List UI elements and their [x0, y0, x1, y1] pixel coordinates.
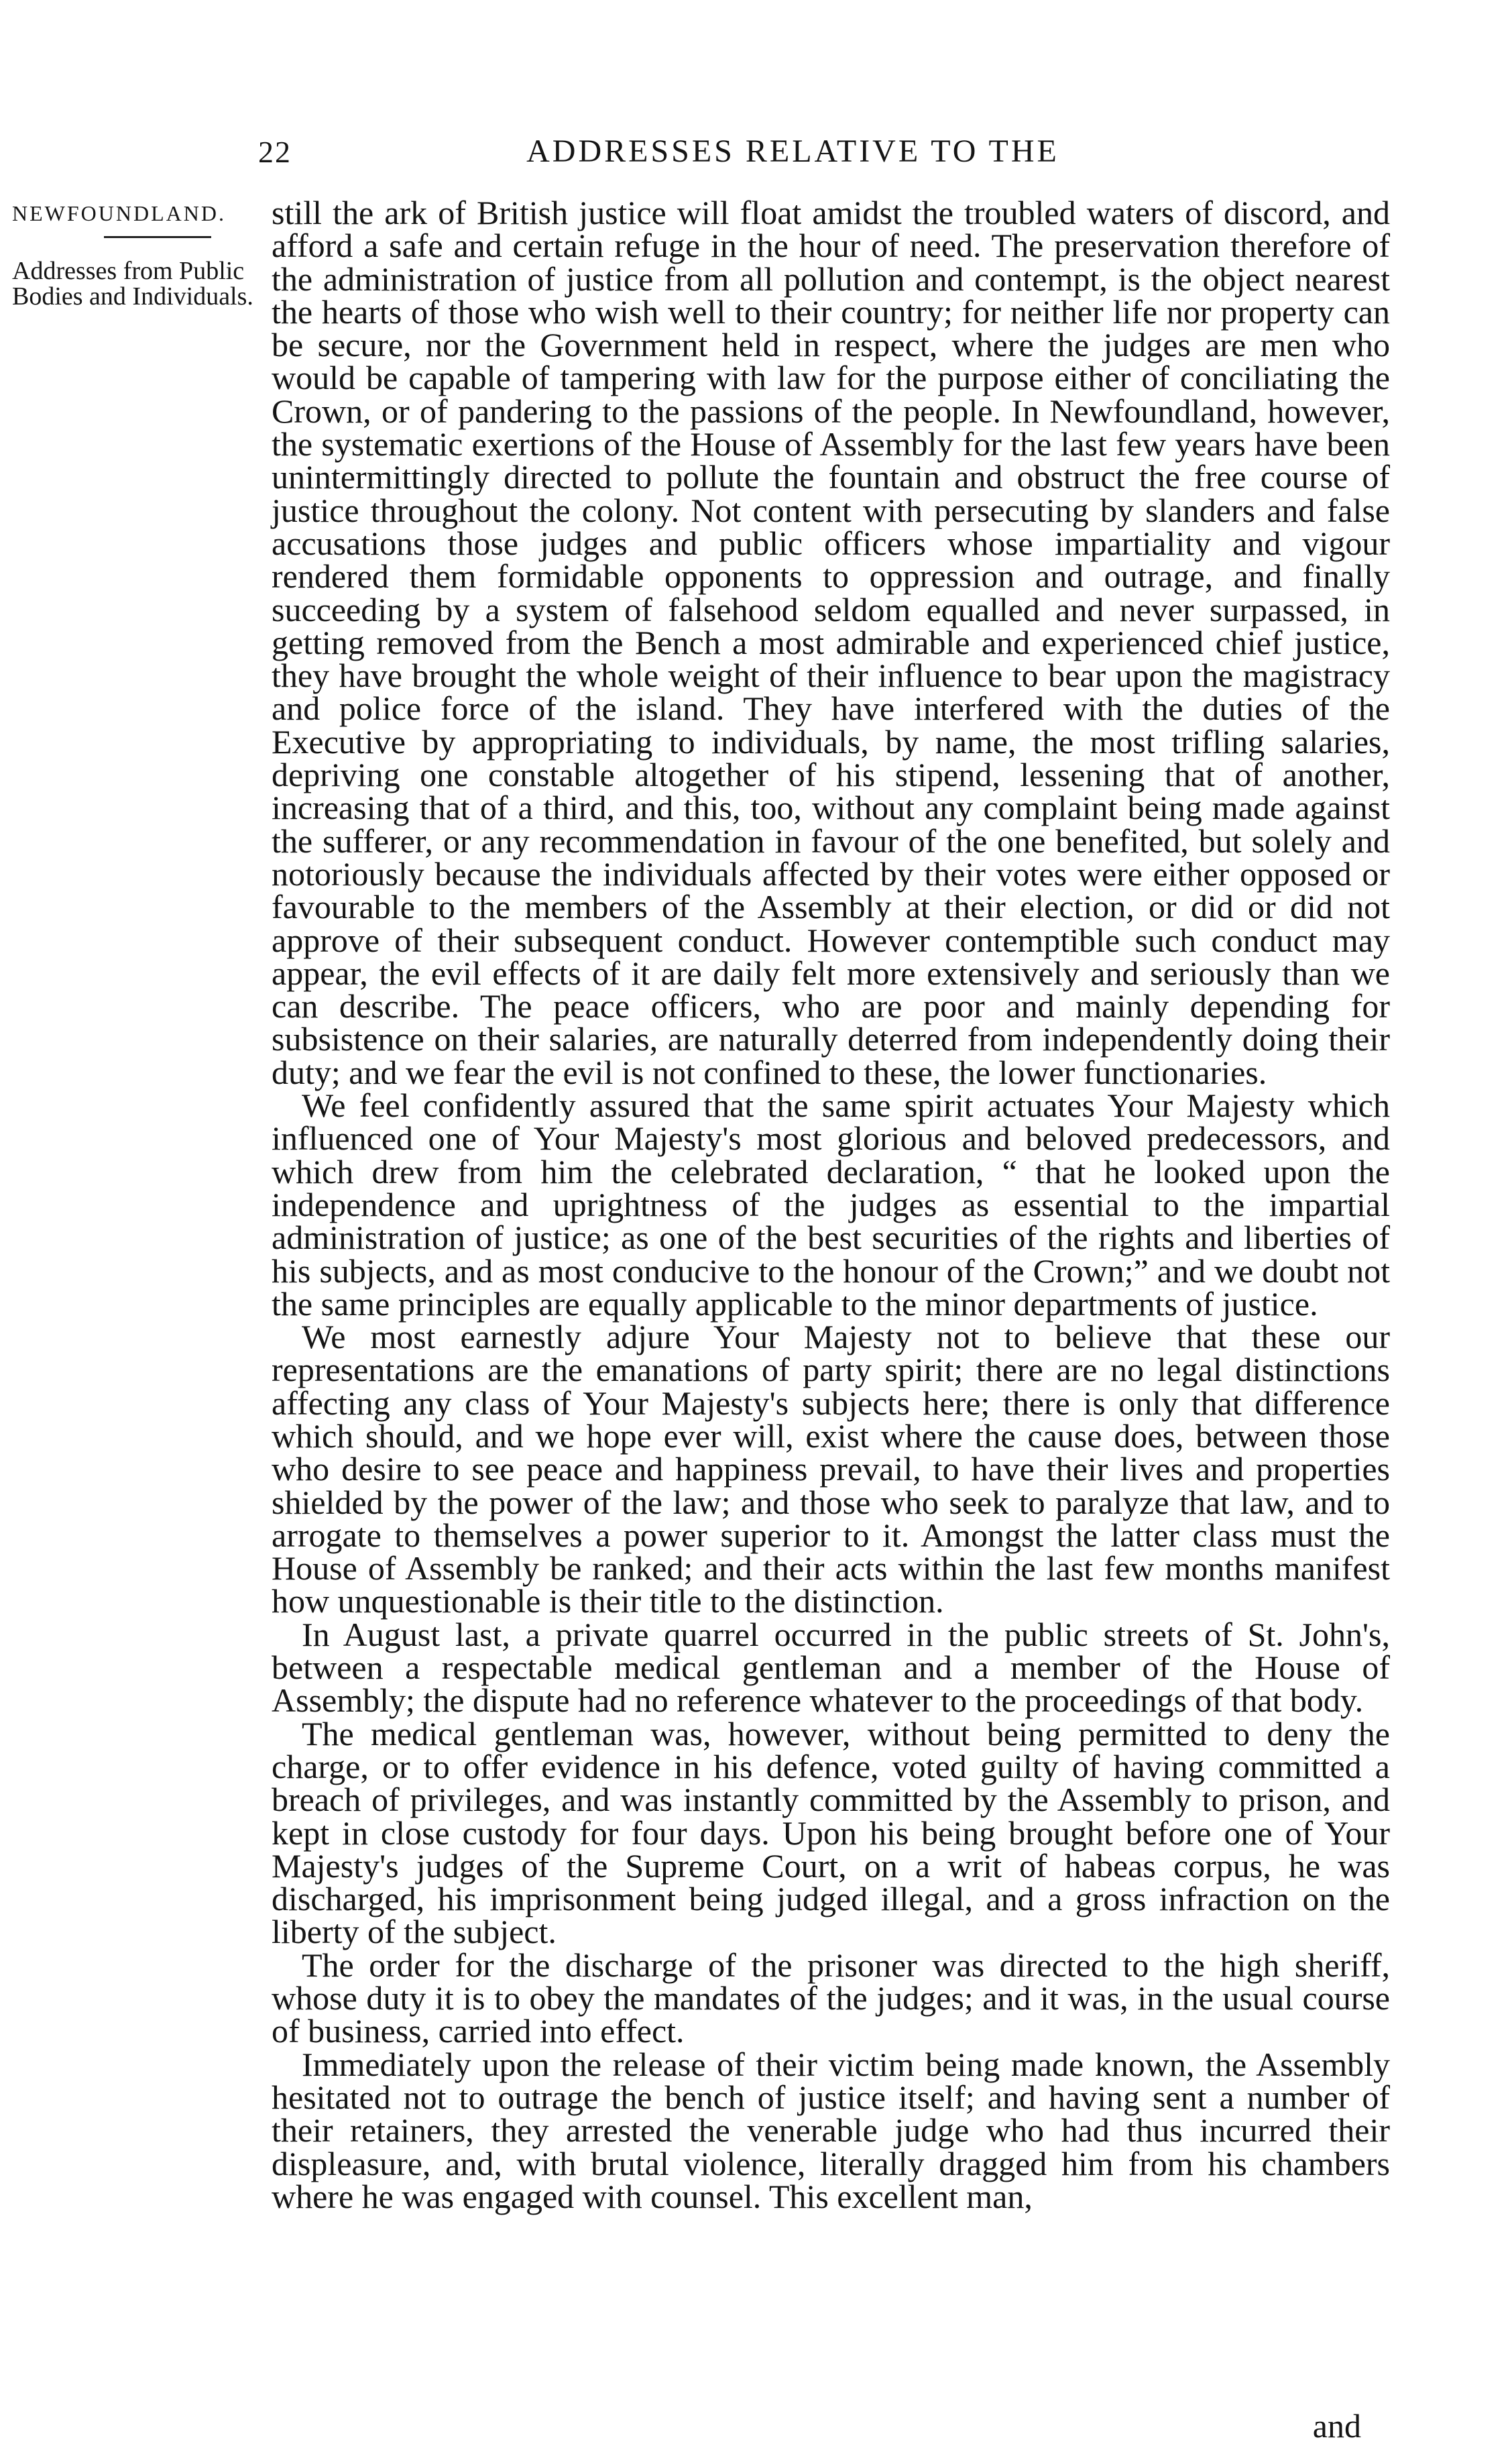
paragraph-6: The order for the discharge of the prisoner was directed to the high sheriff, whose duty it is to obey the mandates of the judges; and it was, in the usual course of business, carried into effect. [272, 1946, 1390, 2050]
margin-note: Addresses from Public Bodies and Individuals. [12, 257, 253, 311]
paragraph-1: still the ark of British justice will float amidst the troubled waters of discord, and afford a safe and certain refuge in the hour of need. The preservation therefore of the administration of justice from all pollution and contempt, is the object nearest the hearts of those who wish well to their country; for neither life nor property can be secure, nor the Government held in respect, where the judges are men who would be capable of tampering with law for the purpose either of conciliating the Crown, or of pandering to the passions of the people. In Newfoundland, however, the systematic exertions of the House of Assembly for the last few years have been unintermittingly directed to pollute the fountain and obstruct the free course of justice throughout the colony. Not content with persecuting by slanders and false accusations those judges and public officers whose impartiality and vigour rendered them formidable opponents to oppression and outrage, and finally succeeding by a system of falsehood seldom equalled and never surpassed, in getting removed from the Bench a most admirable and experienced chief justice, they have brought the whole weight of their influence to bear upon the magistracy and police force of the island. They have interfered with the duties of the Executive by appropriating to individuals, by name, the most trifling salaries, depriving one constable altogether of his stipend, lessening that of another, increasing that of a third, and this, too, without any complaint being made against the sufferer, or any recommendation in favour of the one benefited, but solely and notoriously because the individuals affected by their votes were either opposed or favourable to the members of the Assembly at their election, or did or did not approve of their subsequent conduct. However contemptible such conduct may appear, the evil effects of it are daily felt more extensively and seriously than we can describe. The peace officers, who are poor and mainly depending for subsistence on their salaries, are naturally deterred from independently doing their duty; and we fear the evil is not confined to these, the lower functionaries. [272, 194, 1390, 1091]
catchword: and [1312, 2407, 1361, 2445]
margin-heading: NEWFOUNDLAND. [12, 201, 226, 225]
running-head [0, 133, 1512, 170]
paragraph-7: Immediately upon the release of their victim being made known, the Assembly hesitated not to outrage the bench of justice itself; and having sent a number of their retainers, they arrested the venerable judge who had thus incurred their displeasure, and, with brutal violence, literally dragged him from his chambers where he was engaged with counsel. This excellent man, [272, 2045, 1390, 2215]
paragraph-4: In August last, a private quarrel occurred in the public streets of St. John's, between a respectable medical gentleman and a member of the House of Assembly; the dispute had no reference whatever to the proceedings of that body. [272, 1615, 1390, 1720]
paragraph-2: We feel confidently assured that the same spirit actuates Your Majesty which influenced one of Your Majesty's most glorious and beloved predecessors, and which drew from him the celebrated declaration, “ that he looked upon the independence and uprightness of the judges as essential to the impartial administration of justice; as one of the best securities of the rights and liberties of his subjects, and as most conducive to the honour of the Crown;” and we doubt not the same principles are equally applicable to the minor departments of justice. [272, 1087, 1390, 1323]
body-text [272, 194, 1390, 2215]
page-number: 22 [258, 135, 292, 169]
margin-rule [104, 236, 211, 238]
paragraph-3: We most earnestly adjure Your Majesty not to believe that these our representations are the emanations of party spirit; there are no legal distinctions affecting any class of Your Majesty's subjects here; there is only that difference which should, and we hope ever will, exist where the cause does, between those who desire to see peace and happiness prevail, to have their lives and properties shielded by the power of the law; and those who seek to paralyze that law, and to arrogate to themselves a power superior to it. Amongst the latter class must the House of Assembly be ranked; and their acts within the last few months manifest how unquestionable is their title to the distinction. [272, 1318, 1390, 1620]
running-head-text: ADDRESSES RELATIVE TO THE [526, 133, 1059, 169]
paragraph-5: The medical gentleman was, however, without being permitted to deny the charge, or to offer evidence in his defence, voted guilty of having committed a breach of privileges, and was instantly committed by the Assembly to prison, and kept in close custody for four days. Upon his being brought before one of Your Majesty's judges of the Supreme Court, on a writ of habeas corpus, he was discharged, his imprisonment being judged illegal, and a gross infraction on the liberty of the subject. [272, 1714, 1390, 1951]
